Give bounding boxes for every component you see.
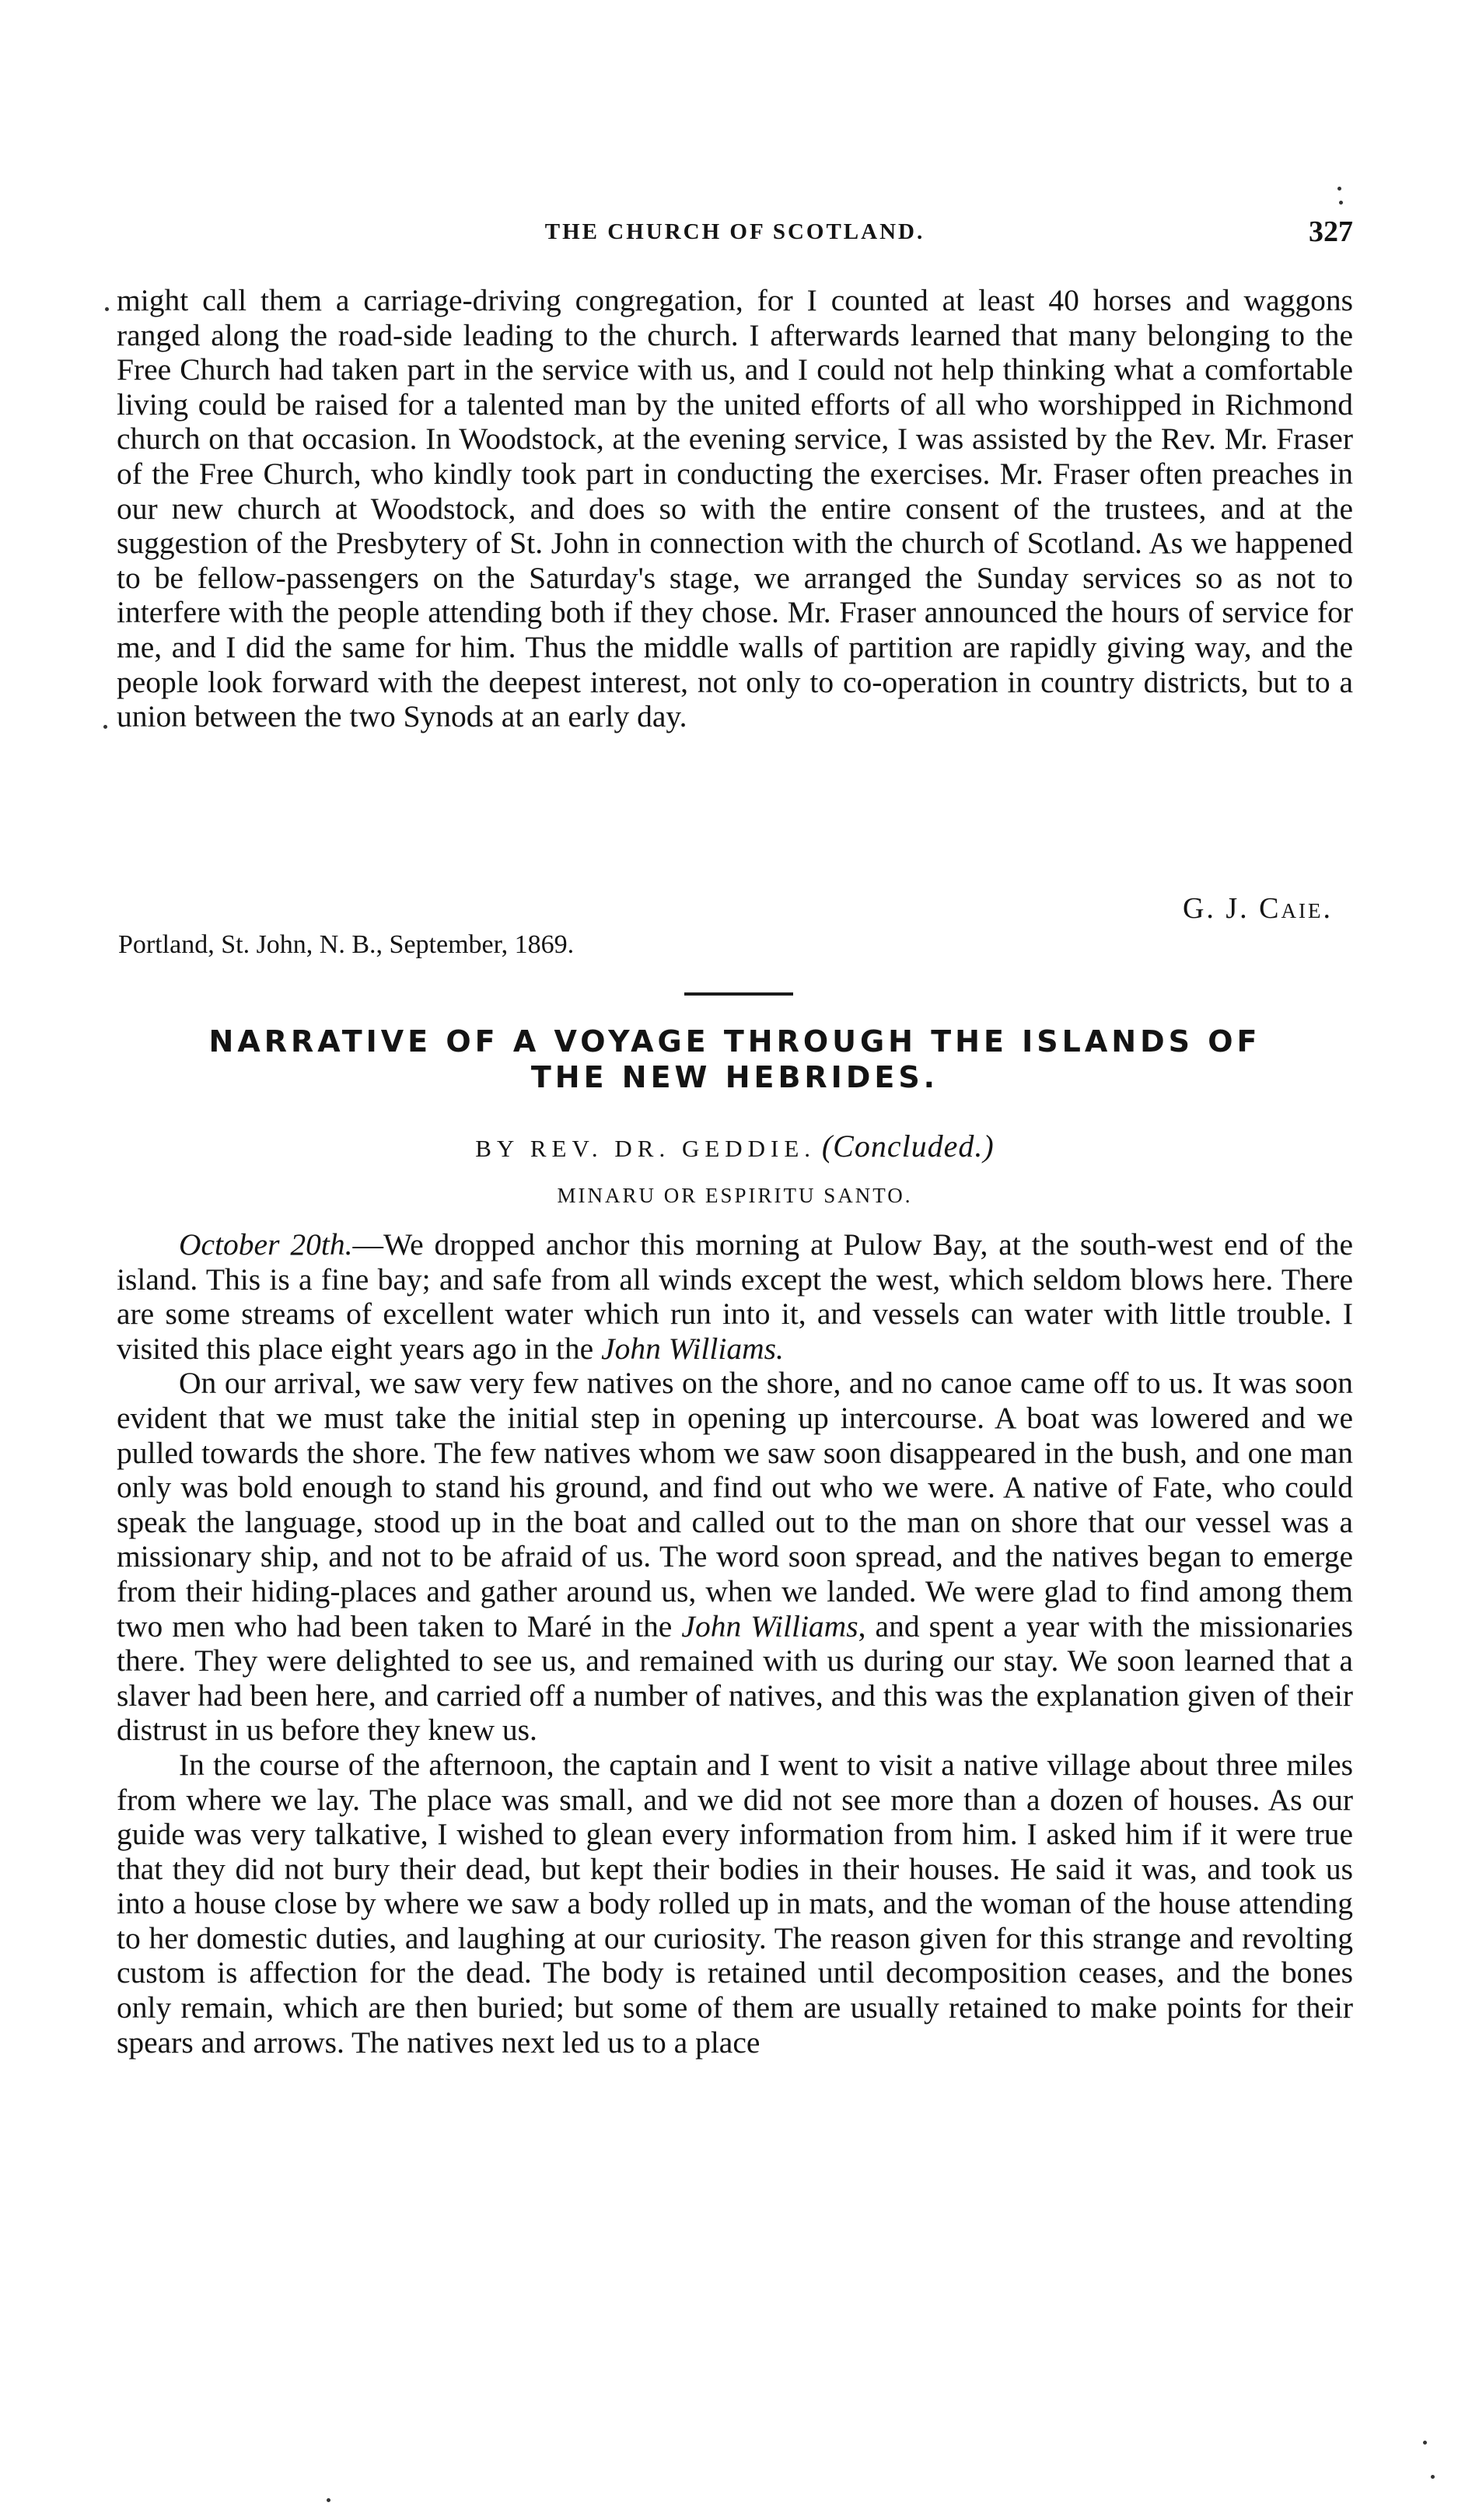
- scan-speck: [1337, 187, 1341, 191]
- signature-text: G. J. Caie.: [1182, 892, 1333, 925]
- letter-paragraph: might call them a carriage-driving congregation, for I counted at least 40 horses and waggons ranged along the road-side leading to the church. I afterwards learned that many belonging to the Free Church had taken part in the service with us, and I could not help thinking what a comfortable living could be raised for a talented man by the united efforts of all who worshipped in Richmond church on that occasion. In Woodstock, at the evening service, I was assisted by the Rev. Mr. Fraser of the Free Church, who kindly took part in conducting the exercises. Mr. Fraser often preaches in our new church at Woodstock, and does so with the entire consent of the trustees, and at the suggestion of the Presbytery of St. John in connection with the church of Scotland. As we happened to be fellow-passengers on the Saturday's stage, we arranged the Sunday services so as not to interfere with the people attending both if they chose. Mr. Fraser announced the hours of service for me, and I did the same for him. Thus the middle walls of partition are rapidly giving way, and the people look forward with the deepest interest, not only to co-operation in country districts, but to a union between the two Synods at an early day.: [117, 283, 1353, 734]
- byline-note: (Concluded.): [821, 1129, 995, 1164]
- page-number: 327: [1309, 215, 1353, 248]
- scan-speck: [1339, 201, 1343, 205]
- ship-name: John Williams: [681, 1608, 858, 1643]
- dateline: Portland, St. John, N. B., September, 1869.: [118, 930, 575, 959]
- article-title: [117, 1024, 1353, 1095]
- running-title: THE CHURCH OF SCOTLAND.: [544, 219, 925, 244]
- article-body: [117, 1227, 1353, 2060]
- paragraph-2-text-a: On our arrival, we saw very few natives on the shore, and no canoe came off to us. It was soon evident that we must take the initial step in opening up intercourse. A boat was lowered and we pulled towards the shore. The few natives whom we saw soon disappeared in the bush, and one man only was bold enough to stand his ground, and find out who we were. A native of Fate, who could speak the language, stood up in the boat and called out to the man on shore that our vessel was a missionary ship, and not to be afraid of us. The word soon spread, and the natives began to emerge from their hiding-places and gather around us, when we landed. We were glad to find among them two men who had been taken to Maré in the: [117, 1366, 1353, 1643]
- signature: [1183, 891, 1333, 926]
- body-paragraph-3: In the course of the afternoon, the captain and I went to visit a native village about three miles from where we lay. The place was small, and we did not see more than a dozen of houses. As our guide was very talkative, I wished to glean every information from him. I asked him if it were true that they did not bury their dead, but kept their bodies in their houses. He said it was, and took us into a house close by where we saw a body rolled up in mats, and the woman of the house attending to her domestic duties, and laughing at our curiosity. The reason given for this strange and revolting custom is affection for the dead. The body is retained until decomposition ceases, and the bones only remain, which are then buried; but some of them are usually retained to make points for their spears and arrows. The natives next led us to a place: [117, 1747, 1353, 2060]
- body-paragraph-2: [117, 1366, 1353, 1748]
- body-paragraph-1: [117, 1227, 1353, 1366]
- scan-speck: [103, 725, 107, 729]
- section-divider: [684, 992, 793, 996]
- letter-continuation: [117, 283, 1353, 734]
- scan-speck: [105, 307, 109, 311]
- byline: [117, 1128, 1353, 1164]
- ship-name: John Williams.: [601, 1331, 784, 1366]
- article-title-line-1: NARRATIVE OF A VOYAGE THROUGH THE ISLANDS OF: [208, 1024, 1261, 1059]
- running-head: [117, 215, 1353, 254]
- section-heading: MINARU OR ESPIRITU SANTO.: [557, 1184, 913, 1207]
- scan-speck: [1431, 2475, 1435, 2479]
- paragraph-1-text: —We dropped anchor this morning at Pulow Bay, at the south-west end of the island. This is a fine bay; and safe from all winds except the west, which seldom blows here. There are some streams of excellent water which run into it, and vessels can water with little trouble. I visited this place eight years ago in the: [117, 1227, 1353, 1366]
- article-title-line-2: THE NEW HEBRIDES.: [530, 1060, 939, 1094]
- paragraph-2-text-b: , and spent a year with the missionaries there. They were delighted to see us, and remained with us during our stay. We soon learned that a slaver had been here, and carried off a number of natives, and this was the explanation given of their distrust in us before they knew us.: [117, 1608, 1353, 1748]
- entry-date: October 20th.: [179, 1227, 353, 1262]
- scan-speck: [327, 2498, 330, 2502]
- scan-speck: [1423, 2441, 1427, 2445]
- byline-author: BY REV. DR. GEDDIE.: [475, 1135, 816, 1162]
